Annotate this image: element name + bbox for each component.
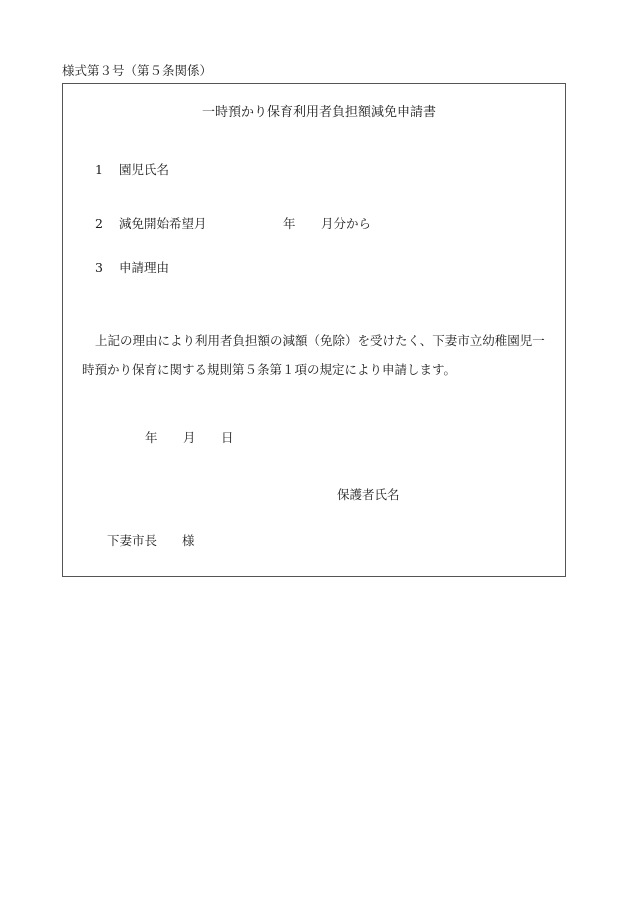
- item-1-number: 1: [95, 162, 103, 177]
- item-3-number: 3: [95, 260, 103, 275]
- item-2-year-unit: 年: [283, 216, 296, 231]
- item-3-label: 申請理由: [119, 260, 170, 275]
- statement-line-1: 上記の理由により利用者負担額の減額（免除）を受けたく、下妻市立幼稚園児一: [95, 333, 545, 348]
- form-label: 様式第３号（第５条関係）: [62, 63, 213, 78]
- form-frame: [62, 83, 566, 577]
- statement-line-2: 時預かり保育に関する規則第５条第１項の規定により申請します。: [82, 362, 457, 377]
- addressee-name: 下妻市長: [107, 533, 158, 548]
- document-title: 一時預かり保育利用者負担額減免申請書: [202, 105, 437, 120]
- item-1-label: 園児氏名: [119, 162, 170, 177]
- item-2-label: 減免開始希望月: [119, 216, 207, 231]
- item-2-month-suffix: 月分から: [321, 216, 372, 231]
- date-year: 年: [145, 430, 158, 445]
- guardian-name-label: 保護者氏名: [337, 487, 400, 502]
- addressee-honorific: 様: [182, 533, 195, 548]
- date-month: 月: [183, 430, 196, 445]
- item-2-number: 2: [95, 216, 103, 231]
- date-day: 日: [221, 430, 234, 445]
